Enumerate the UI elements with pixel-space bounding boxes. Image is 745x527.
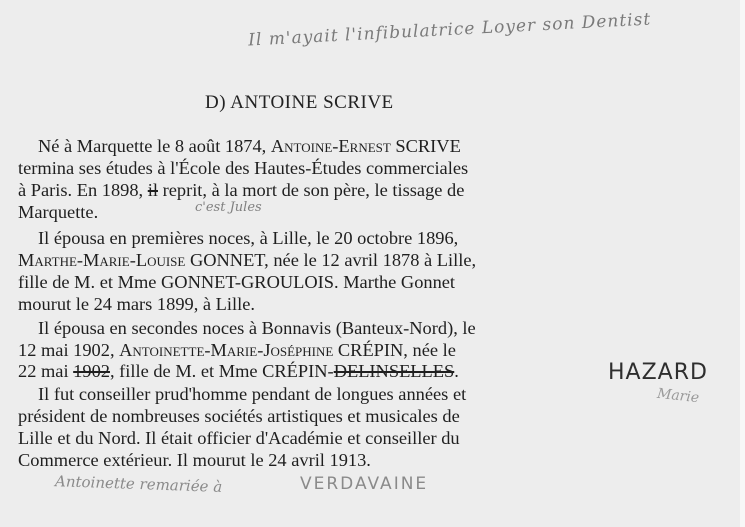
p2-line-3: fille de M. et Mme GONNET-GROULOIS. Marthe Gonnet bbox=[18, 272, 456, 292]
struck-surname: DELINSELLES bbox=[333, 361, 455, 381]
surname: SCRIVE bbox=[390, 136, 461, 156]
p2-line-4: mourut le 24 mars 1899, à Lille. bbox=[18, 294, 255, 314]
p3-line-1: Il épousa en secondes noces à Bonnavis (Banteux-Nord), le bbox=[38, 318, 476, 338]
text-span: à Paris. En 1898, bbox=[18, 180, 148, 200]
text-span: Né à Marquette le 8 août 1874, bbox=[38, 136, 271, 156]
given-names: Antoinette-Marie-Joséphine bbox=[119, 340, 334, 360]
p1-line-3 bbox=[18, 181, 464, 199]
text-span: CRÉPIN, née le bbox=[333, 340, 456, 360]
handwritten-marie: Marie bbox=[656, 385, 700, 407]
p4-line-1: Il fut conseiller prud'homme pendant de longues années et bbox=[38, 384, 467, 404]
handwritten-note-jules: c'est Jules bbox=[195, 200, 262, 215]
text-span: 22 mai bbox=[18, 361, 74, 381]
p4-line-2: président de nombreuses sociétés artistiques et musicales de bbox=[18, 406, 460, 426]
p4-line-4: Commerce extérieur. Il mourut le 24 avril 1913. bbox=[18, 450, 371, 470]
text-span: , fille de M. et Mme CRÉPIN- bbox=[109, 361, 334, 381]
handwritten-bottom-name: VERDAVAINE bbox=[300, 474, 429, 494]
p2-line-2 bbox=[18, 251, 476, 269]
p3-line-3 bbox=[18, 362, 459, 380]
text-span: GONNET, née le 12 avril 1878 à Lille, bbox=[185, 250, 477, 270]
p1-line-1 bbox=[38, 137, 461, 155]
p3-line-2 bbox=[18, 341, 456, 359]
handwritten-hazard: HAZARD bbox=[608, 360, 708, 385]
given-names: Marthe-Marie-Louise bbox=[18, 250, 186, 270]
struck-word: il bbox=[147, 180, 158, 200]
given-names: Antoine-Ernest bbox=[270, 136, 391, 156]
page-edge bbox=[740, 0, 745, 527]
p4-line-3: Lille et du Nord. Il était officier d'Académie et conseiller du bbox=[18, 428, 460, 448]
p1-line-2: termina ses études à l'École des Hautes-Études commerciales bbox=[18, 158, 469, 178]
text-span: 12 mai 1902, bbox=[18, 340, 120, 360]
handwritten-top-note: Il m'ayait l'infibulatrice Loyer son Dentist bbox=[247, 9, 652, 51]
p1-line-4: Marquette. bbox=[18, 202, 99, 222]
section-heading: D) ANTOINE SCRIVE bbox=[205, 92, 394, 113]
text-span: . bbox=[454, 361, 459, 381]
handwritten-bottom-note: Antoinette remariée à bbox=[54, 472, 223, 496]
p2-line-1: Il épousa en premières noces, à Lille, le 20 octobre 1896, bbox=[38, 228, 459, 248]
text-span: reprit, à la mort de son père, le tissage de bbox=[157, 180, 465, 200]
struck-year: 1902 bbox=[73, 361, 110, 381]
